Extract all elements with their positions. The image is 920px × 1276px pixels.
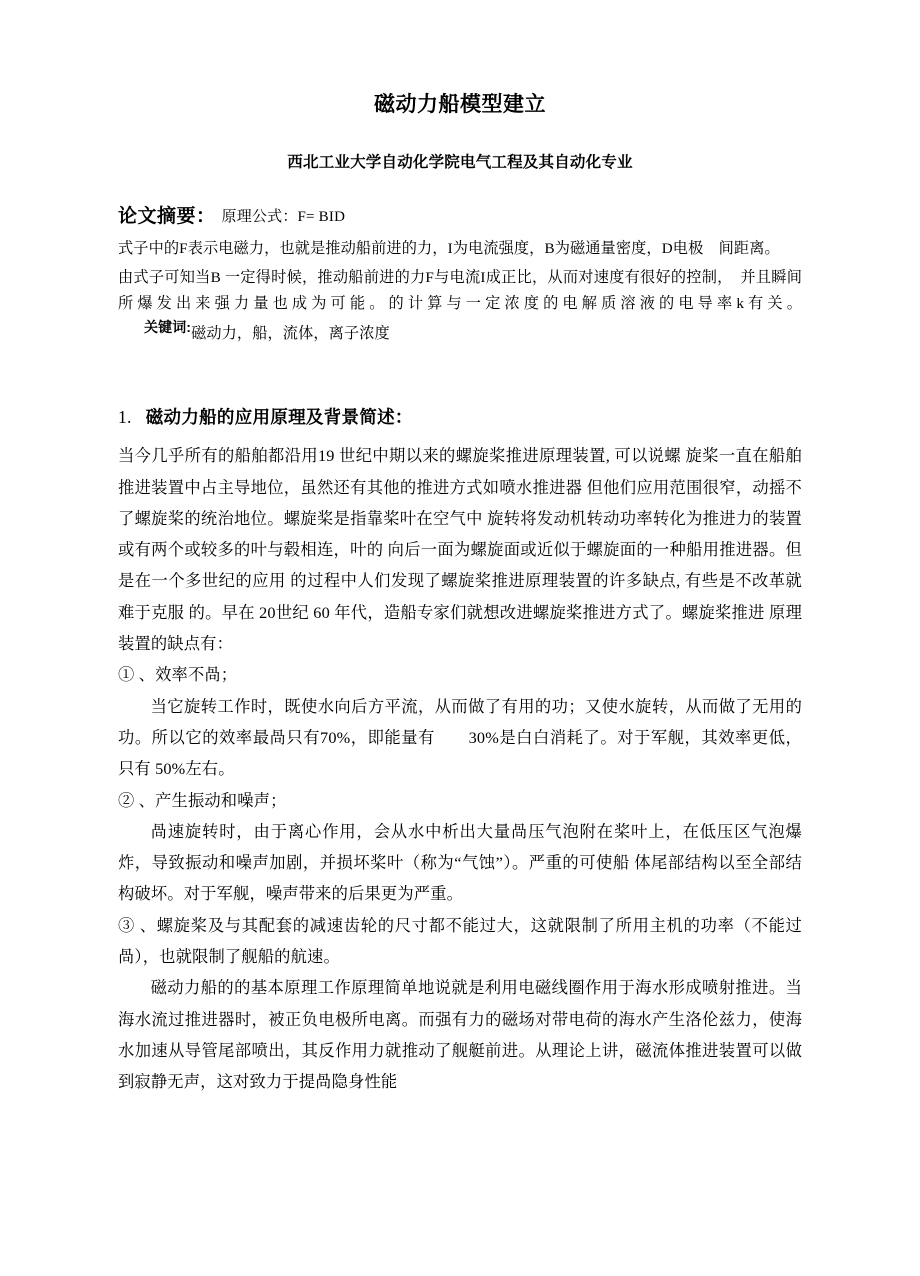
abstract-label: 论文摘要： <box>118 205 216 227</box>
drawback-item-1-text: 当它旋转工作时，既使水向后方平流，从而做了有用的功；又使水旋转，从而做了无用的功。所以它的效率最咼只有70%，即能量有 30%是白白消耗了。对于军舰，其效率更低，只有 50%左右。 <box>118 696 802 779</box>
section-heading-1 <box>118 344 802 429</box>
section-heading-text: 磁动力船的应用原理及背景简述： <box>145 406 413 427</box>
abstract-paragraph-1: 式子中的F表示电磁力，也就是推动船前进的力，I为电流强度，B为磁通量密度，D电极 间距离。 <box>118 239 780 257</box>
page-title: 磁动力船模型建立 <box>374 93 546 116</box>
drawback-item-3-text: ③ 、螺旋桨及与其配套的减速齿轮的尺寸都不能过大，这就限制了所用主机的功率（不能过咼），也就限制了舰船的航速。 <box>118 915 802 967</box>
abstract-heading-line <box>118 205 802 229</box>
abstract-paragraph-2: 由式子可知当B 一定得时候，推动船前进的力F与电流I成正比，从而对速度有很好的控制， 并且瞬间所爆发出来强力量也成为可能。的计算与一定浓度的电解质溶液的电导率k有关。 <box>118 268 802 312</box>
abstract-formula: 原理公式：F= BID <box>221 208 346 225</box>
abstract-paragraph-2-wrap <box>118 262 802 344</box>
section-1-final-paragraph: 磁动力船的的基本原理工作原理简单地说就是利用电磁线圈作用于海水形成喷射推进。当海水流过推进器时，被正负电极所电离。而强有力的磁场对带电荷的海水产生洛伦兹力，使海水加速从导管尾部喷出，其反作用力就推动了舰艇前进。从理论上讲，磁流体推进装置可以做到寂静无声，这对致力于提咼隐身性能 <box>118 978 802 1092</box>
drawback-item-2-text: 咼速旋转时，由于离心作用，会从水中析出大量咼压气泡附在桨叶上，在低压区气泡爆炸，导致振动和噪声加剧，并损坏桨叶（称为“气蚀”）。严重的可使船 体尾部结构以至全部结构破坏。对于军舰，噪声带来的后果更为严重。 <box>118 821 802 904</box>
abstract-section <box>118 173 802 344</box>
keywords-value: 磁动力，船，流体，离子浓度 <box>191 324 390 342</box>
keywords-label: 关键词: <box>144 318 192 335</box>
drawback-item-1-label: ① 、效率不咼； <box>118 665 238 685</box>
section-1-paragraph-1: 当今几乎所有的船舶都沿用19 世纪中期以来的螺旋桨推进原理装置, 可以说螺 旋桨一直在船舶推进装置中占主导地位，虽然还有其他的推进方式如喷水推进器 但他们应用范围很窄，动摇不了螺旋桨的统治地位。螺旋桨是指靠桨叶在空气中 旋转将发动机转动功率转化为推进力的装置或有两个或较多的叶与毂相连，叶的 向后一面为螺旋面或近似于螺旋面的一种船用推进器。但是在一个多世纪的应用 的过程中人们发现了螺旋桨推进原理装置的许多缺点, 有些是不改革就难于克服 的。早在 20世纪 60 年代，造船专家们就想改进螺旋桨推进方式了。螺旋桨推进 原理装置的缺点有： <box>118 446 802 654</box>
keywords-group <box>118 317 390 344</box>
drawback-item-2-label: ② 、产生振动和噪声； <box>118 790 287 810</box>
affiliation-subtitle: 西北工业大学自动化学院电气工程及其自动化专业 <box>287 154 633 172</box>
section-number: 1. <box>118 406 132 427</box>
